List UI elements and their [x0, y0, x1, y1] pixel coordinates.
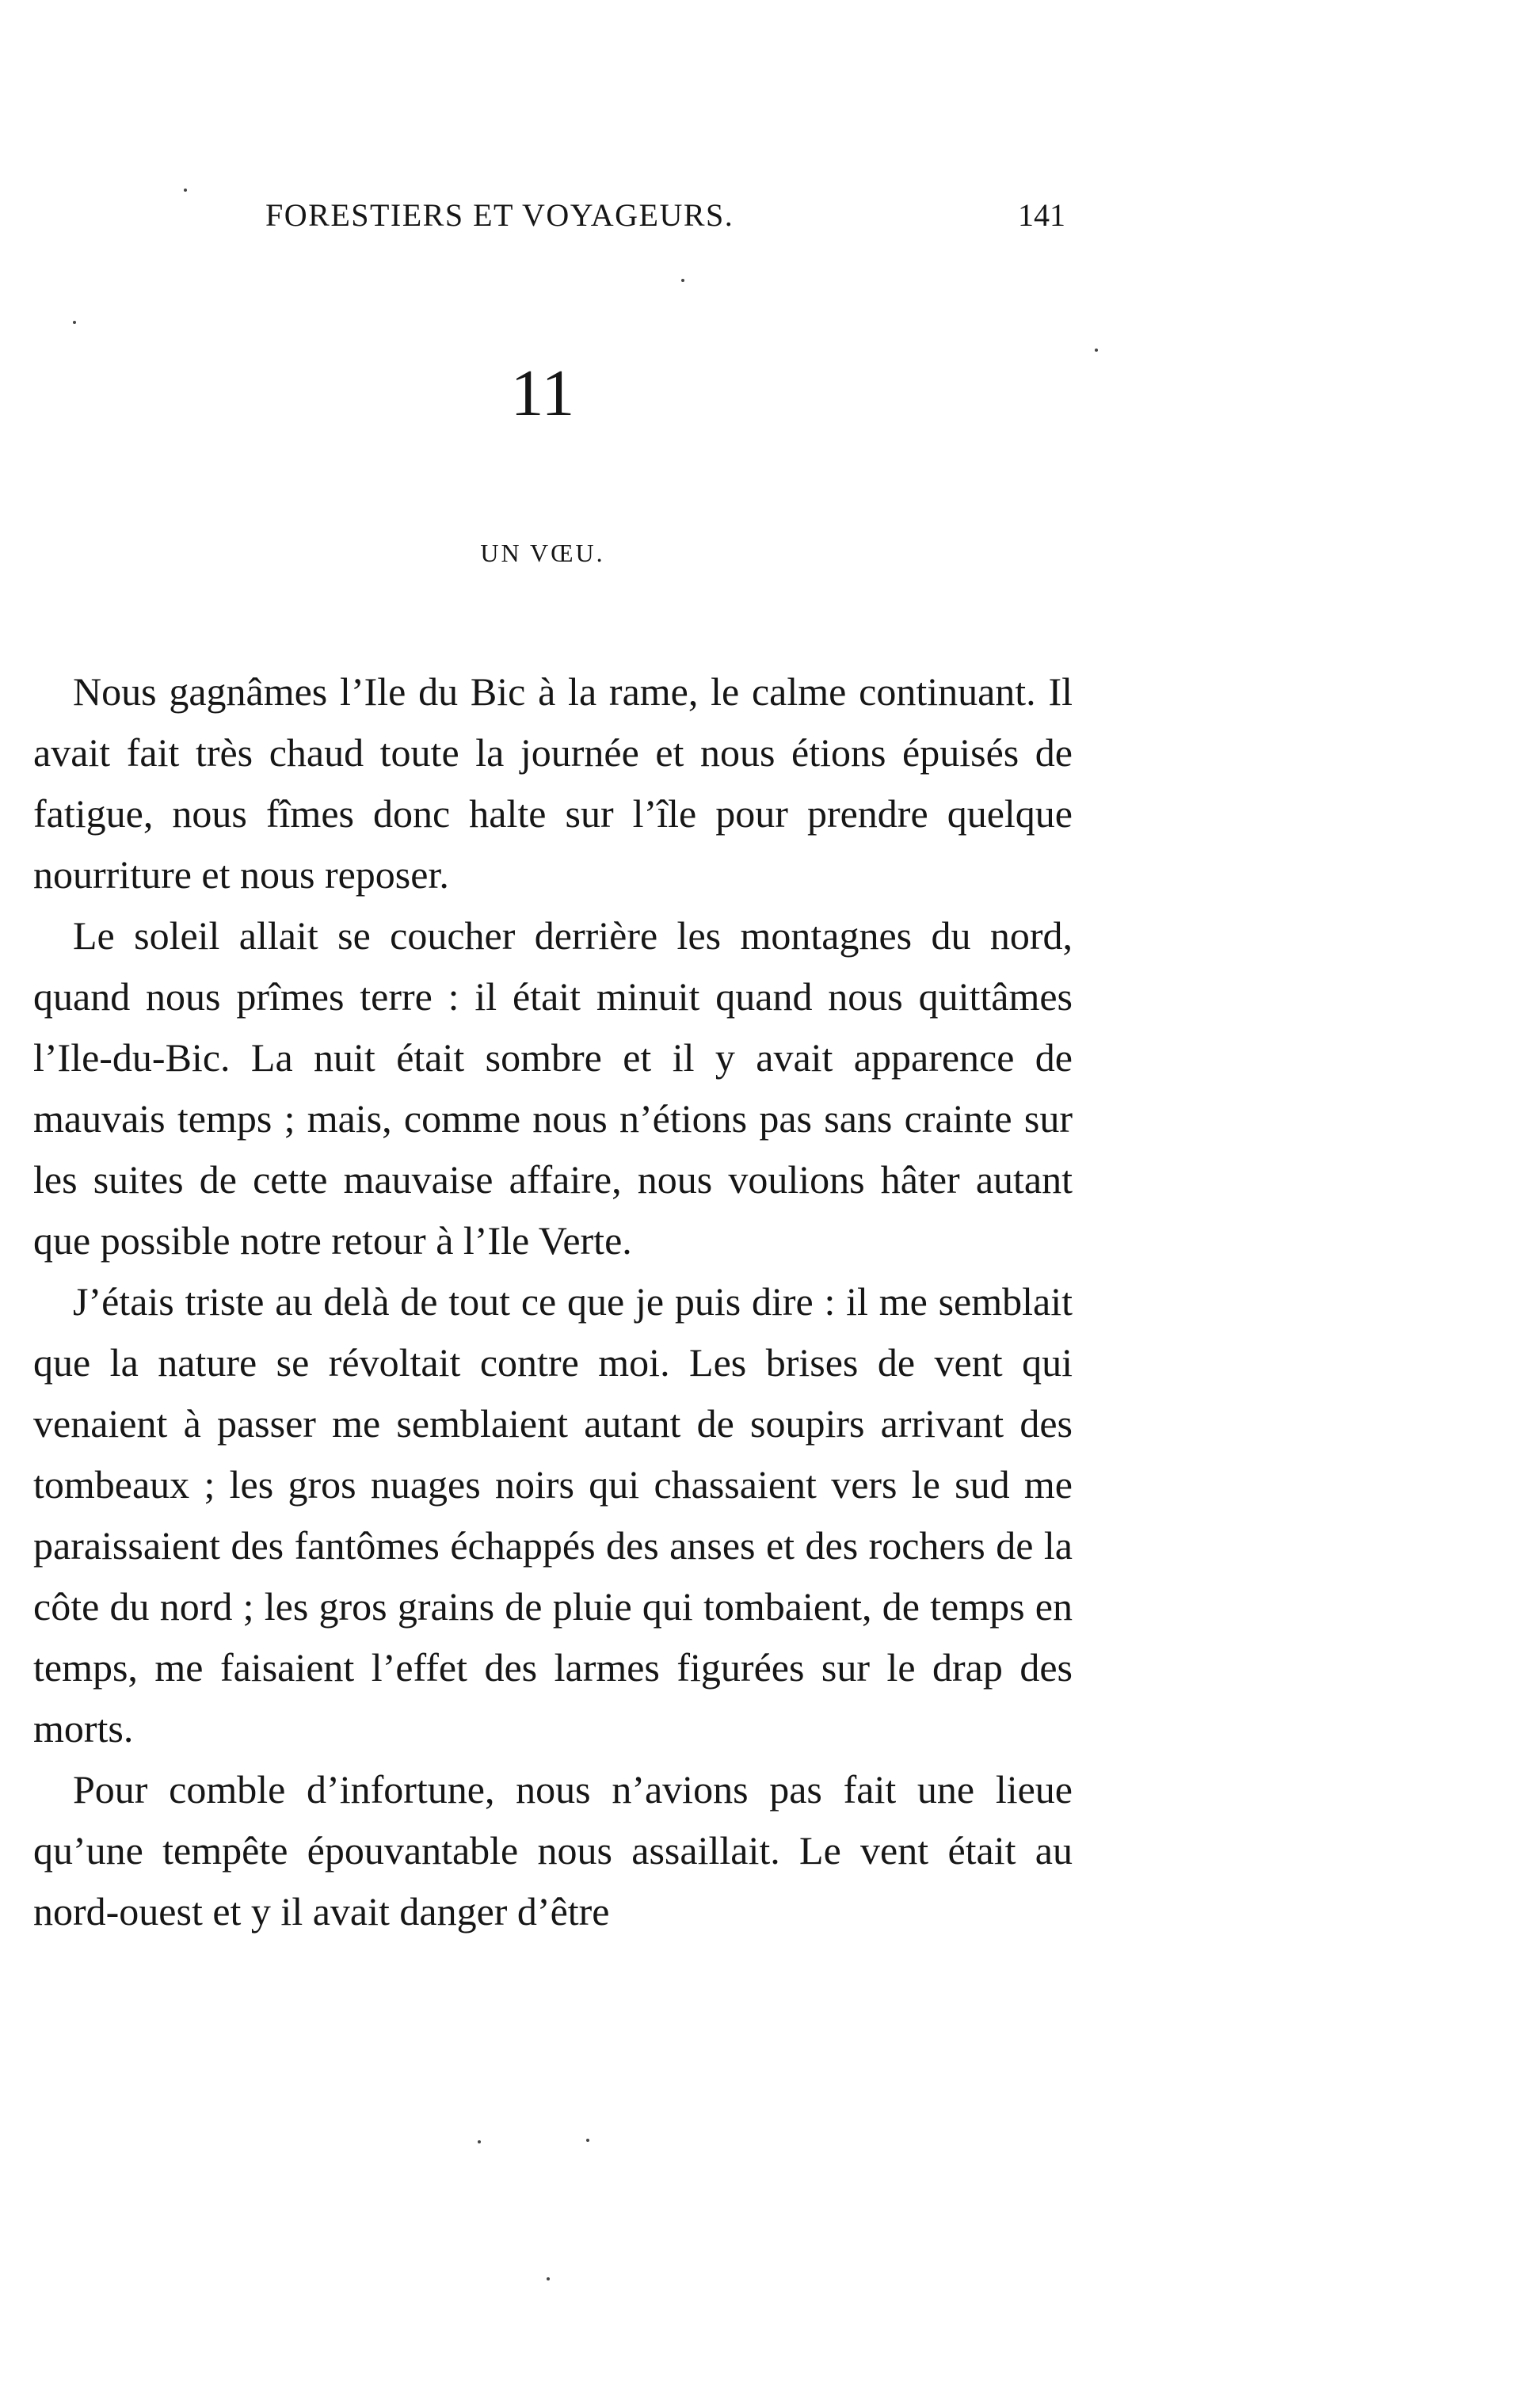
paragraph: J’étais triste au delà de tout ce que je puis dire : il me semblait que la nature se révoltait contre moi. Les brises de vent qui venaient à passer me semblaient autant de soupirs arrivant des tombeaux ; les gros nuages noirs qui chassaient vers le sud me paraissaient des fantômes échappés des anses et des rochers de la côte du nord ; les gros grains de pluie qui tombaient, de temps en temps, me faisaient l’effet des larmes figurées sur le drap des morts. — [33, 1279, 1073, 1751]
paragraph: Nous gagnâmes l’Ile du Bic à la rame, le calme continuant. Il avait fait très chaud toute la journée et nous étions épuisés de fatigue, nous fîmes donc halte sur l’île pour prendre quelque nourriture et nous reposer. — [33, 669, 1073, 897]
chapter-number: 11 — [510, 356, 575, 430]
chapter-title: UN VŒU. — [480, 539, 605, 567]
running-header — [265, 196, 1065, 244]
page-number: 141 — [1018, 197, 1065, 233]
print-speck — [586, 2139, 589, 2142]
body-text — [33, 661, 1073, 1942]
print-speck — [73, 321, 76, 324]
print-speck — [681, 279, 684, 282]
print-speck — [1095, 349, 1098, 352]
running-header-title: FORESTIERS ET VOYAGEURS. — [265, 197, 734, 233]
print-speck — [478, 2140, 481, 2143]
print-speck — [184, 189, 187, 192]
print-speck — [547, 2277, 550, 2280]
paragraph: Le soleil allait se coucher derrière les montagnes du nord, quand nous prîmes terre : il était minuit quand nous quittâmes l’Ile-du-Bic. La nuit était sombre et il y avait apparence de mauvais temps ; mais, comme nous n’étions pas sans crainte sur les suites de cette mauvaise affaire, nous voulions hâter autant que possible notre retour à l’Ile Verte. — [33, 913, 1073, 1263]
paragraph: Pour comble d’infortune, nous n’avions pas fait une lieue qu’une tempête épouvantable nous assaillait. Le vent était au nord-ouest et y il avait danger d’être — [33, 1767, 1073, 1934]
